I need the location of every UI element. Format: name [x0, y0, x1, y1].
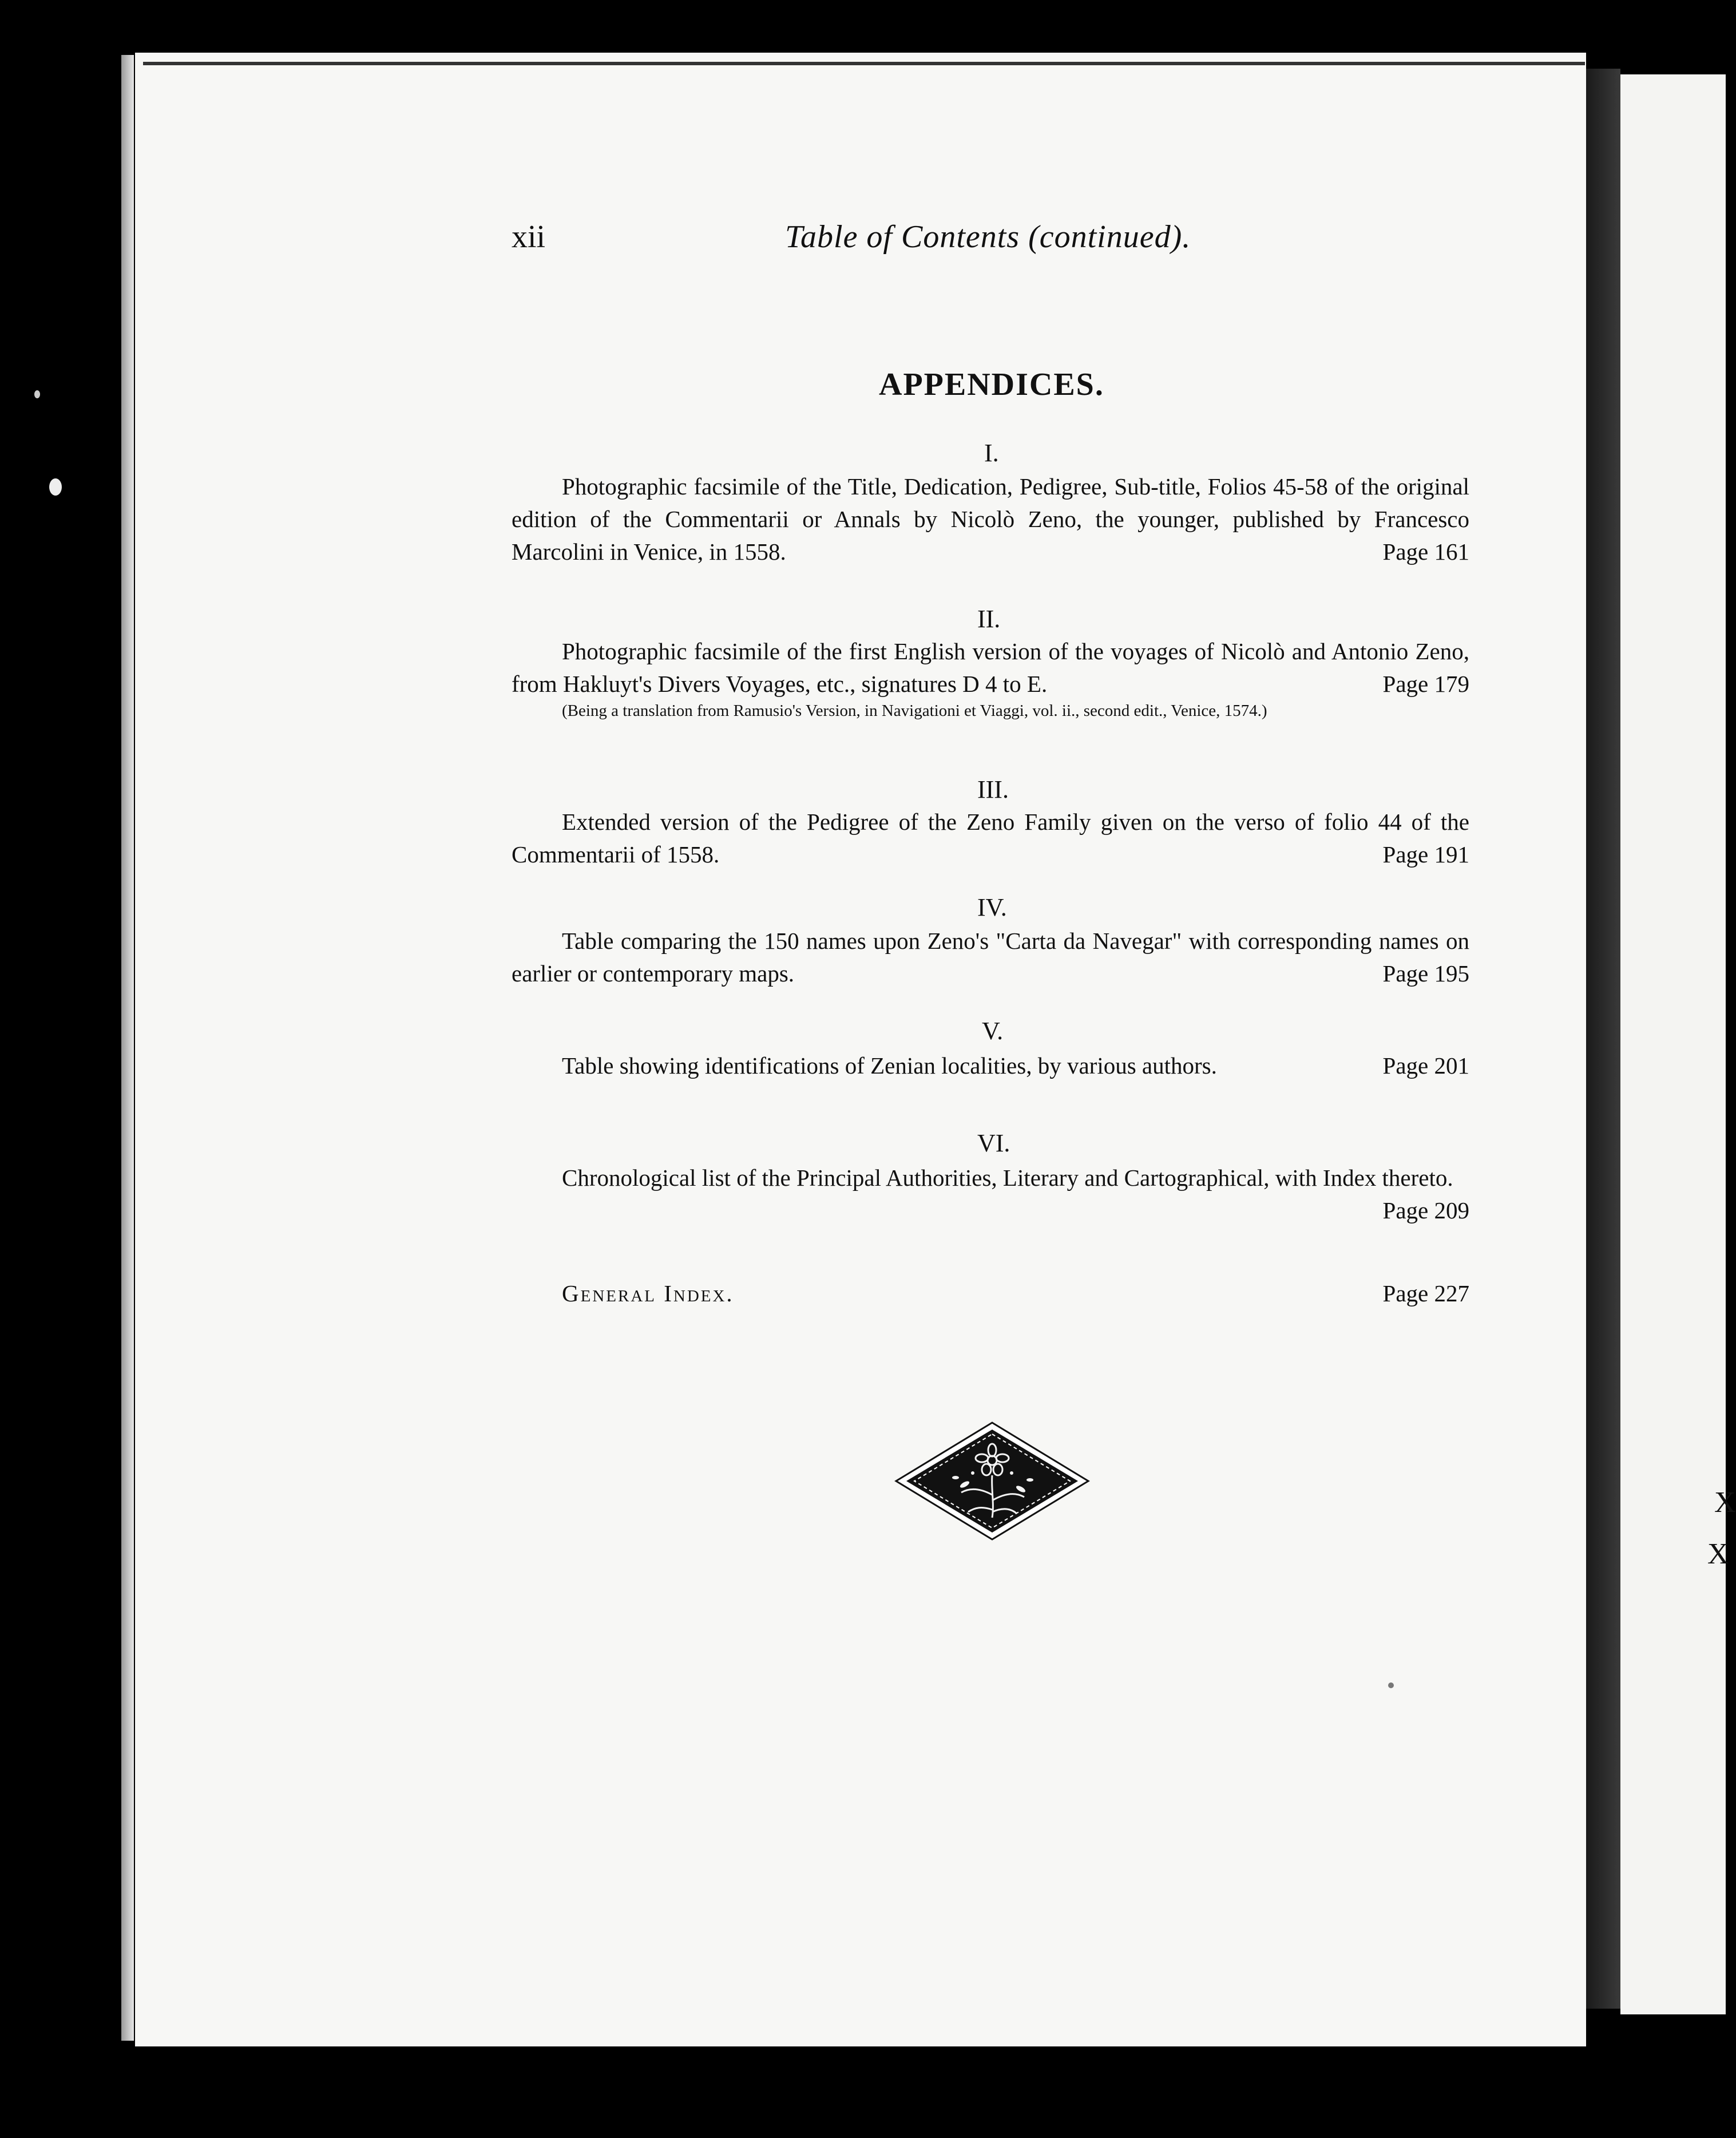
running-head: [512, 219, 1221, 264]
appendix-page: Page 195: [1382, 960, 1469, 987]
general-index-page: Page 227: [1382, 1280, 1469, 1306]
appendix-numeral: IV.: [977, 893, 1007, 921]
appendix-text: Table comparing the 150 names upon Zeno's "Carta da Navegar" with corresponding names on earlier or contemporary maps.: [512, 928, 1469, 987]
running-title: Table of Contents (continued).: [785, 219, 1191, 255]
diamond-flower-ornament-icon: [894, 1420, 1091, 1542]
appendix-page: Page 179: [1382, 671, 1469, 697]
appendix-entry: [512, 806, 1469, 871]
general-index-row: [562, 1280, 1469, 1314]
appendix-numeral: I.: [984, 439, 999, 467]
general-index-label: General Index.: [562, 1280, 734, 1306]
appendix-entry: [512, 925, 1469, 990]
appendix-numeral: III.: [977, 775, 1009, 803]
appendix-page: Page 209: [1382, 1197, 1469, 1224]
speck: [34, 390, 40, 398]
appendix-entry: [512, 1162, 1469, 1227]
appendix-page: Page 161: [1382, 539, 1469, 565]
appendix-entry: [512, 1050, 1469, 1082]
appendix-numeral: VI.: [977, 1129, 1010, 1157]
folio-number: xii: [512, 219, 546, 255]
appendix-text: Extended version of the Pedigree of the Zeno Family given on the verso of folio 44 of the Commentarii of 1558.: [512, 809, 1469, 868]
facing-page-letter: X: [1714, 1486, 1736, 1519]
appendix-entry: [512, 470, 1469, 568]
gutter-shadow: [1586, 69, 1620, 2009]
appendices-title: APPENDICES.: [879, 367, 1104, 402]
appendix-text: Chronological list of the Principal Authorities, Literary and Cartographical, with Index thereto.: [562, 1165, 1453, 1191]
appendix-numeral: V.: [982, 1017, 1004, 1045]
facing-page-letter: X: [1707, 1538, 1729, 1570]
appendix-entry: [512, 635, 1469, 700]
page-edge: [121, 55, 134, 2041]
speck: [1388, 1682, 1394, 1688]
appendix-text: Table showing identifications of Zenian localities, by various authors.: [562, 1052, 1217, 1079]
appendix-text: Photographic facsimile of the Title, Dedication, Pedigree, Sub-title, Folios 45-58 of the original edition of the Commentarii or Annals by Nicolò Zeno, the younger, published by Francesco Marcolini in Venice, in 1558.: [512, 473, 1469, 565]
facing-page: [1620, 74, 1726, 2014]
appendix-page: Page 201: [1382, 1052, 1469, 1079]
speck: [49, 478, 62, 496]
appendix-note: (Being a translation from Ramusio's Version, in Navigationi et Viaggi, vol. ii., second edit., Venice, 1574.): [562, 702, 1267, 720]
appendix-numeral: II.: [977, 605, 1001, 633]
appendix-page: Page 191: [1382, 841, 1469, 868]
top-rule: [143, 62, 1585, 65]
appendix-text: Photographic facsimile of the first English version of the voyages of Nicolò and Antonio Zeno, from Hakluyt's Divers Voyages, etc., signatures D 4 to E.: [512, 638, 1469, 697]
